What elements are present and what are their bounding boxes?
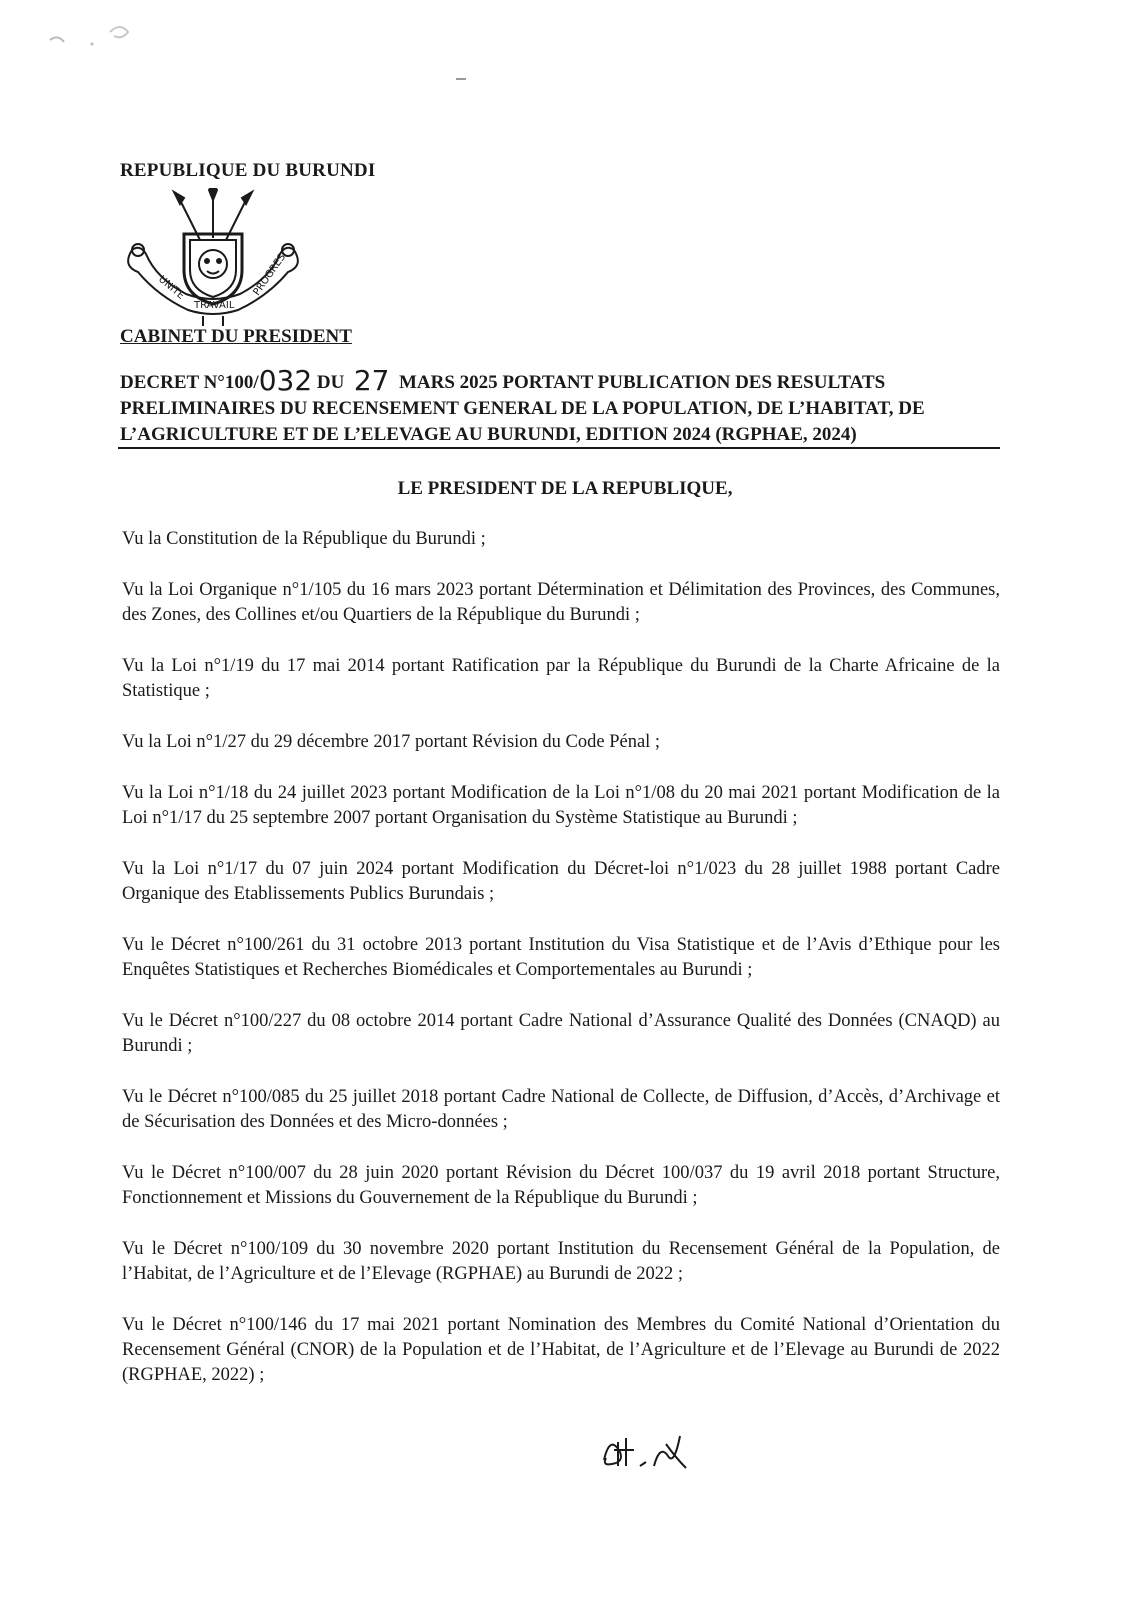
decree-title — [120, 366, 1000, 448]
coat-of-arms-icon — [118, 188, 308, 328]
motto-right: PROGRES — [251, 251, 289, 298]
clause: Vu le Décret n°100/109 du 30 novembre 2020 portant Institution du Recensement Général de la Population, de l’Habitat, de l’Agriculture et de l’Elevage (RGPHAE) au Burundi de 2022 ; — [122, 1239, 1000, 1284]
decree-title-part2: DU — [316, 372, 345, 393]
clauses-list — [122, 527, 1000, 1388]
clause: Vu la Loi n°1/27 du 29 décembre 2017 portant Révision du Code Pénal ; — [122, 732, 661, 752]
clause: Vu la Loi n°1/17 du 07 juin 2024 portant Modification du Décret-loi n°1/023 du 28 juillet 1988 portant Cadre Organique des Etablissements Publics Burundais ; — [122, 859, 1000, 904]
title-underline — [118, 447, 1000, 449]
scan-smudge-icon — [40, 10, 160, 60]
president-heading: LE PRESIDENT DE LA REPUBLIQUE, — [397, 478, 733, 499]
clause: Vu le Décret n°100/007 du 28 juin 2020 portant Révision du Décret 100/037 du 19 avril 2018 portant Structure, Fonctionnement et Missions du Gouvernement de la République du Burundi ; — [122, 1163, 1000, 1208]
clause: Vu le Décret n°100/146 du 17 mai 2021 portant Nomination des Membres du Comité National d’Orientation du Recensement Général (CNOR) de la Population et de l’Habitat, de l’Agriculture et de l’Elevage au Burundi de 2022 (RGPHAE, 2022) ; — [122, 1315, 1000, 1385]
decree-title-part3: MARS 2025 PORTANT PUBLICATION DES RESULTATS PRELIMINAIRES DU RECENSEMENT GENERAL DE LA POPULATION, DE L’HABITAT, DE L’AGRICULTURE ET DE L’ELEVAGE AU BURUNDI, EDITION 2024 (RGPHAE, 2024) — [120, 372, 925, 445]
scan-dash — [456, 78, 466, 80]
handwritten-day: 27 — [353, 364, 390, 397]
cabinet-label: CABINET DU PRESIDENT — [120, 326, 352, 347]
motto-middle: TRAVAIL — [194, 300, 235, 311]
header — [120, 160, 720, 182]
clause: Vu le Décret n°100/261 du 31 octobre 2013 portant Institution du Visa Statistique et de l’Avis d’Ethique pour les Enquêtes Statistiques et Recherches Biomédicales et Comportementales au Burundi ; — [122, 935, 1000, 980]
motto-left: UNITE — [156, 273, 187, 302]
handwritten-decree-number: 032 — [258, 364, 313, 397]
clause: Vu la Constitution de la République du Burundi ; — [122, 529, 486, 549]
clause: Vu la Loi Organique n°1/105 du 16 mars 2023 portant Détermination et Délimitation des Provinces, des Communes, des Zones, des Collines et/ou Quartiers de la République du Burundi ; — [122, 580, 1000, 625]
signature-initials-icon — [596, 1420, 716, 1480]
country-name: REPUBLIQUE DU BURUNDI — [120, 160, 376, 181]
decree-title-part1: DECRET N°100/ — [120, 372, 259, 393]
clause: Vu le Décret n°100/227 du 08 octobre 2014 portant Cadre National d’Assurance Qualité des Données (CNAQD) au Burundi ; — [122, 1011, 1000, 1056]
clause: Vu le Décret n°100/085 du 25 juillet 2018 portant Cadre National de Collecte, de Diffusion, d’Accès, d’Archivage et de Sécurisation des Données et des Micro-données ; — [122, 1087, 1000, 1132]
clause: Vu la Loi n°1/18 du 24 juillet 2023 portant Modification de la Loi n°1/08 du 20 mai 2021 portant Modification de la Loi n°1/17 du 25 septembre 2007 portant Organisation du Système Statistique au Burundi ; — [122, 783, 1000, 828]
clause: Vu la Loi n°1/19 du 17 mai 2014 portant Ratification par la République du Burundi de la Charte Africaine de la Statistique ; — [122, 656, 1000, 701]
